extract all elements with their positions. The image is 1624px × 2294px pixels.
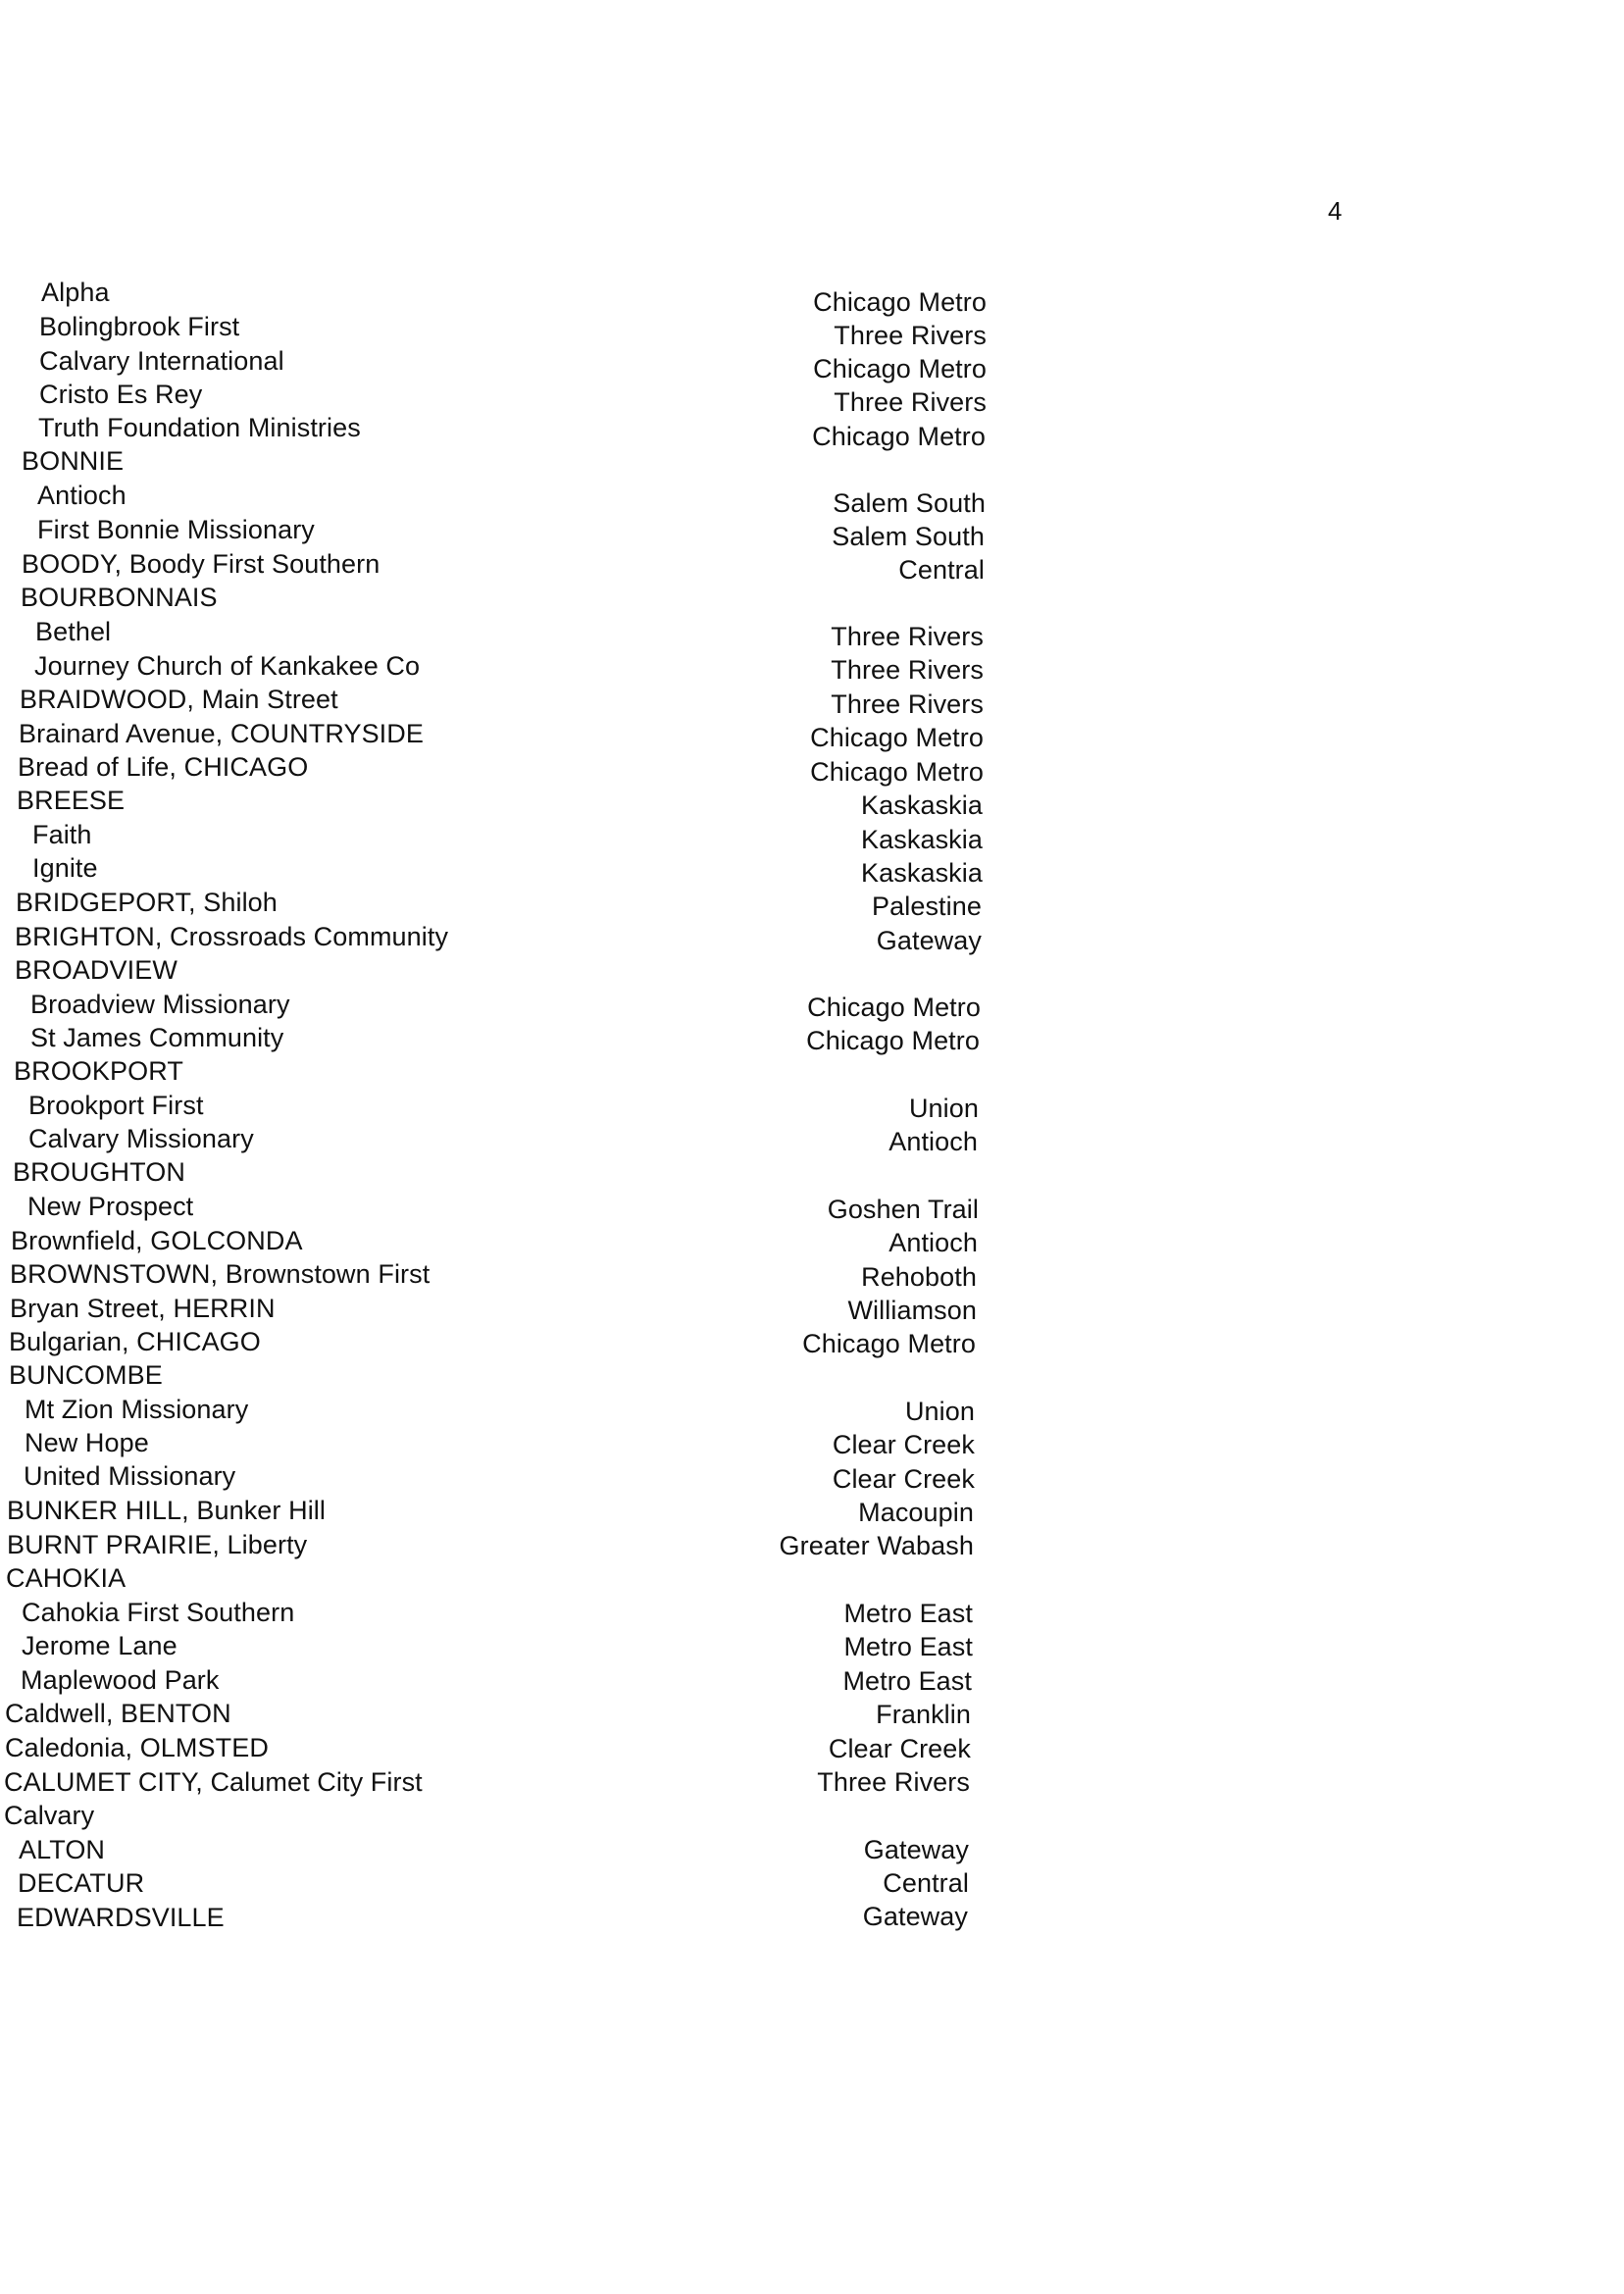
association-entry: Williamson [847, 1296, 977, 1325]
church-entry: BROUGHTON [13, 1157, 185, 1187]
church-entry: BRIGHTON, Crossroads Community [15, 922, 449, 951]
association-entry: Chicago Metro [813, 287, 987, 317]
association-entry: Gateway [876, 926, 982, 955]
association-entry: Goshen Trail [827, 1195, 979, 1224]
church-entry: BRIDGEPORT, Shiloh [16, 888, 278, 917]
association-entry: Central [883, 1868, 969, 1898]
church-entry: Broadview Missionary [30, 990, 290, 1019]
association-entry: Salem South [833, 488, 986, 518]
church-entry: BROADVIEW [15, 955, 178, 985]
church-entry: Cristo Es Rey [39, 380, 203, 409]
association-entry: Kaskaskia [861, 858, 983, 888]
church-entry: Bolingbrook First [39, 312, 240, 341]
association-entry: Kaskaskia [861, 825, 983, 854]
church-entry: Brainard Avenue, COUNTRYSIDE [19, 719, 424, 748]
church-entry: BRAIDWOOD, Main Street [20, 685, 338, 714]
church-entry: BREESE [17, 786, 126, 815]
association-entry: Three Rivers [831, 689, 984, 719]
association-entry: Union [904, 1397, 975, 1426]
association-entry: Macoupin [858, 1498, 974, 1527]
association-entry: Metro East [842, 1666, 972, 1696]
association-entry: Chicago Metro [813, 354, 987, 383]
association-column [765, 0, 1020, 2294]
church-entry: ALTON [19, 1835, 106, 1864]
church-entry: BUNKER HILL, Bunker Hill [7, 1496, 327, 1525]
church-entry: Bethel [35, 617, 112, 646]
association-entry: Three Rivers [817, 1767, 970, 1797]
association-entry: Chicago Metro [810, 723, 984, 752]
association-entry: Three Rivers [834, 387, 987, 417]
church-entry: BUNCOMBE [9, 1360, 163, 1390]
association-entry: Gateway [863, 1835, 969, 1864]
church-entry: Bulgarian, CHICAGO [9, 1327, 261, 1356]
church-entry: Faith [32, 820, 92, 849]
association-entry: Metro East [843, 1632, 973, 1661]
church-entry: CALUMET CITY, Calumet City First [4, 1767, 423, 1797]
church-entry: Mt Zion Missionary [25, 1395, 249, 1424]
church-entry: Jerome Lane [22, 1631, 178, 1660]
church-entry: New Hope [25, 1428, 149, 1457]
church-entry: New Prospect [27, 1192, 194, 1221]
church-entry: Truth Foundation Ministries [38, 413, 361, 442]
church-entry: Brookport First [28, 1091, 204, 1120]
association-entry: Clear Creek [828, 1734, 971, 1763]
church-entry: Bread of Life, CHICAGO [18, 752, 309, 782]
association-entry: Kaskaskia [861, 790, 983, 820]
church-entry: Bryan Street, HERRIN [10, 1294, 276, 1323]
church-name-column [0, 0, 745, 2294]
church-entry: Caldwell, BENTON [5, 1699, 231, 1728]
association-entry: Franklin [876, 1700, 971, 1729]
church-entry: Maplewood Park [21, 1665, 220, 1695]
church-entry: Caledonia, OLMSTED [5, 1733, 269, 1762]
association-entry: Clear Creek [832, 1430, 975, 1459]
church-entry: BURNT PRAIRIE, Liberty [7, 1530, 308, 1559]
association-entry: Chicago Metro [807, 993, 981, 1022]
association-entry: Three Rivers [831, 655, 984, 685]
association-entry: Chicago Metro [810, 757, 984, 787]
association-entry: Chicago Metro [812, 422, 986, 451]
association-entry: Metro East [843, 1599, 973, 1628]
association-entry: Rehoboth [861, 1262, 977, 1292]
page-number: 4 [1328, 196, 1343, 226]
association-entry: Antioch [888, 1228, 978, 1257]
church-entry: First Bonnie Missionary [37, 515, 315, 544]
association-entry: Union [908, 1094, 979, 1123]
association-entry: Antioch [888, 1127, 978, 1156]
church-entry: Cahokia First Southern [22, 1598, 295, 1627]
church-entry: Antioch [37, 481, 127, 510]
church-entry: Calvary International [39, 346, 284, 376]
church-entry: United Missionary [24, 1461, 236, 1491]
association-entry: Gateway [862, 1902, 968, 1931]
church-entry: Brownfield, GOLCONDA [11, 1226, 303, 1255]
church-entry: Calvary [4, 1801, 95, 1830]
association-entry: Three Rivers [834, 321, 987, 350]
church-entry: BROOKPORT [14, 1056, 183, 1086]
association-entry: Greater Wabash [779, 1531, 974, 1560]
church-entry: Ignite [32, 853, 98, 883]
church-entry: St James Community [30, 1023, 284, 1052]
church-entry: BONNIE [22, 446, 125, 476]
church-entry: DECATUR [18, 1868, 145, 1898]
association-entry: Three Rivers [831, 622, 984, 651]
church-entry: Alpha [41, 278, 110, 307]
association-entry: Salem South [832, 522, 985, 551]
church-entry: CAHOKIA [6, 1563, 127, 1593]
church-entry: BOURBONNAIS [21, 583, 218, 612]
church-entry: Calvary Missionary [28, 1124, 254, 1153]
association-entry: Chicago Metro [802, 1329, 976, 1358]
church-entry: EDWARDSVILLE [17, 1903, 225, 1932]
church-entry: Journey Church of Kankakee Co [34, 651, 421, 681]
church-entry: BROWNSTOWN, Brownstown First [10, 1259, 431, 1289]
association-entry: Chicago Metro [806, 1026, 980, 1055]
church-entry: BOODY, Boody First Southern [22, 549, 381, 579]
association-entry: Clear Creek [832, 1464, 975, 1494]
association-entry: Palestine [872, 892, 982, 921]
association-entry: Central [898, 555, 985, 585]
